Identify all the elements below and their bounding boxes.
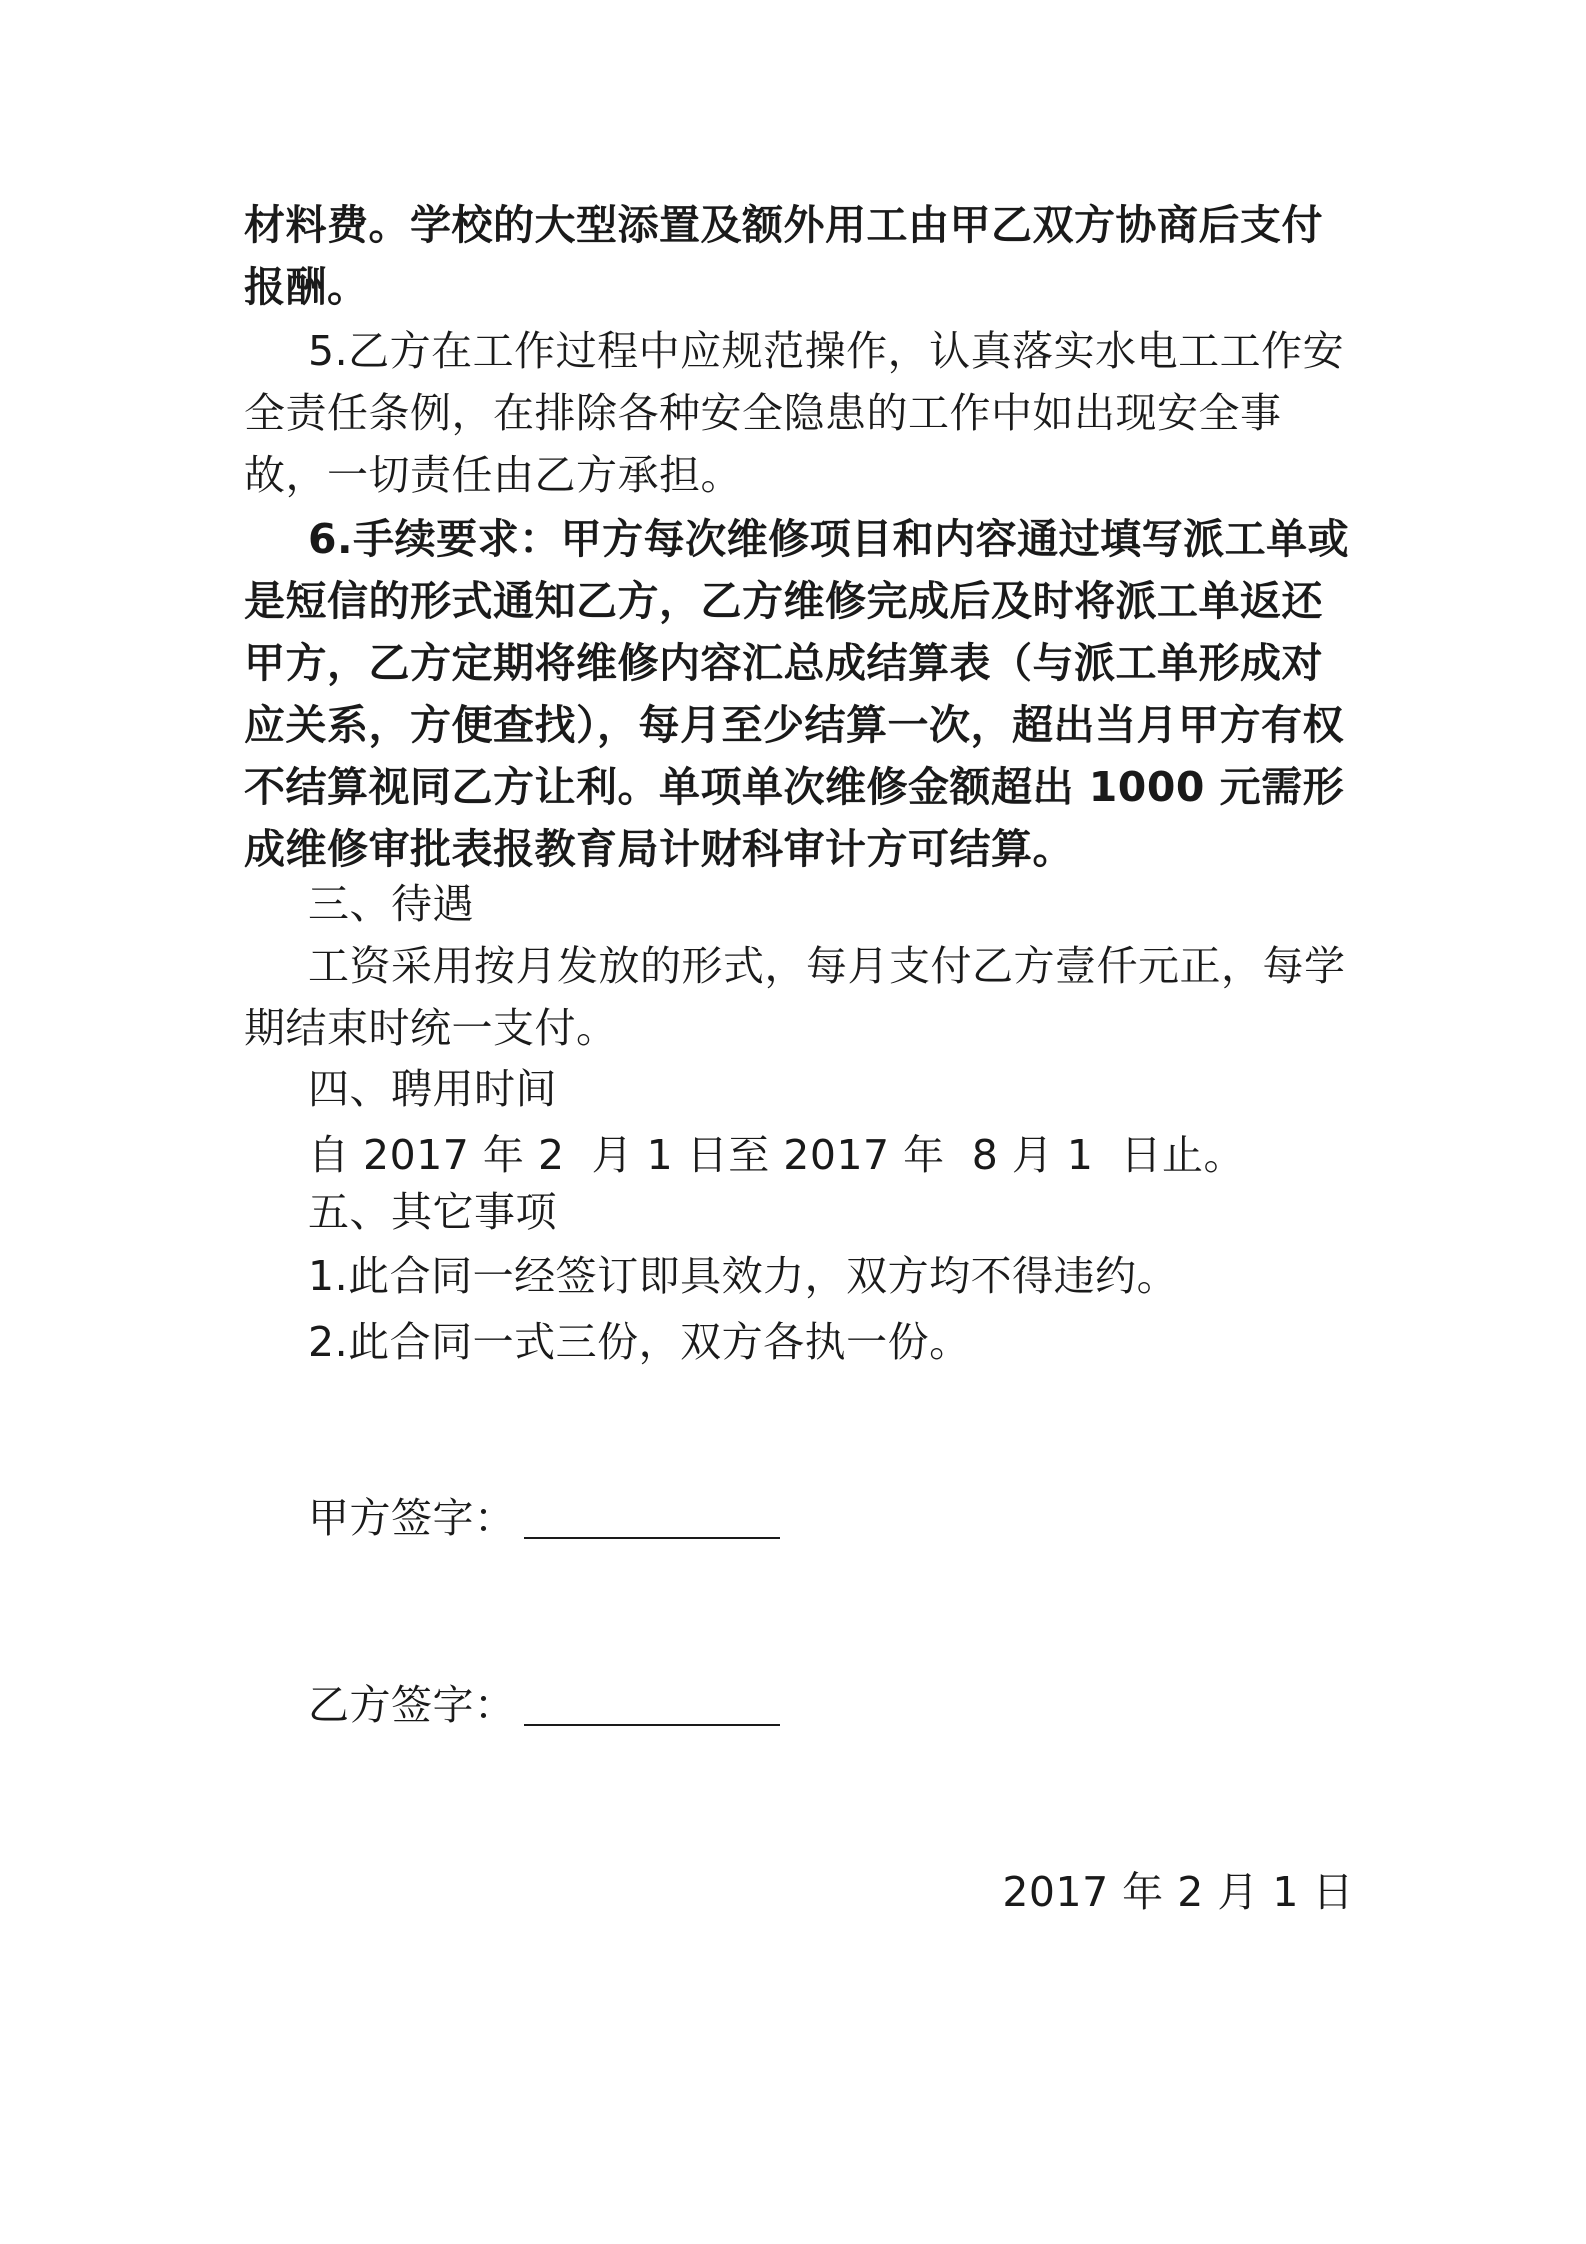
section-heading-other: 五、其它事项 xyxy=(308,1188,557,1236)
other-item-1: 1.此合同一经签订即具效力，双方均不得违约。 xyxy=(308,1252,1179,1300)
other-item-2: 2.此合同一式三份，双方各执一份。 xyxy=(308,1318,971,1366)
treatment-text: 工资采用按月发放的形式，每月支付乙方壹仟元正，每学期结束时统一支付。 xyxy=(244,942,1346,1052)
paragraph-continuation: 材料费。学校的大型添置及额外用工由甲乙双方协商后支付报酬。 xyxy=(244,201,1323,311)
section-heading-period: 四、聘用时间 xyxy=(308,1065,557,1113)
party-a-signature-line xyxy=(524,1536,780,1539)
party-b-signature-row xyxy=(308,1674,780,1736)
party-b-signature-line xyxy=(524,1723,780,1726)
paragraph-item-5: 5.乙方在工作过程中应规范操作，认真落实水电工工作安全责任条例，在排除各种安全隐患的工作中如出现安全事故，一切责任由乙方承担。 xyxy=(244,327,1345,499)
period-text: 自 2017 年 2 月 1 日至 2017 年 8 月 1 日止。 xyxy=(308,1131,1246,1179)
paragraph-item-6: 6.手续要求：甲方每次维修项目和内容通过填写派工单或是短信的形式通知乙方，乙方维修完成后及时将派工单返还甲方，乙方定期将维修内容汇总成结算表（与派工单形成对应关系，方便查找），每月至少结算一次，超出当月甲方有权不结算视同乙方让利。单项单次维修金额超出 1000 元需形成维修审批表报教育局计财科审计方可结算。 xyxy=(244,515,1350,873)
party-a-signature-row xyxy=(308,1487,780,1549)
party-b-signature-label: 乙方签字： xyxy=(308,1681,516,1729)
party-a-signature-label: 甲方签字： xyxy=(308,1494,516,1542)
section-heading-treatment: 三、待遇 xyxy=(308,880,474,928)
signing-date: 2017 年 2 月 1 日 xyxy=(1002,1868,1354,1916)
